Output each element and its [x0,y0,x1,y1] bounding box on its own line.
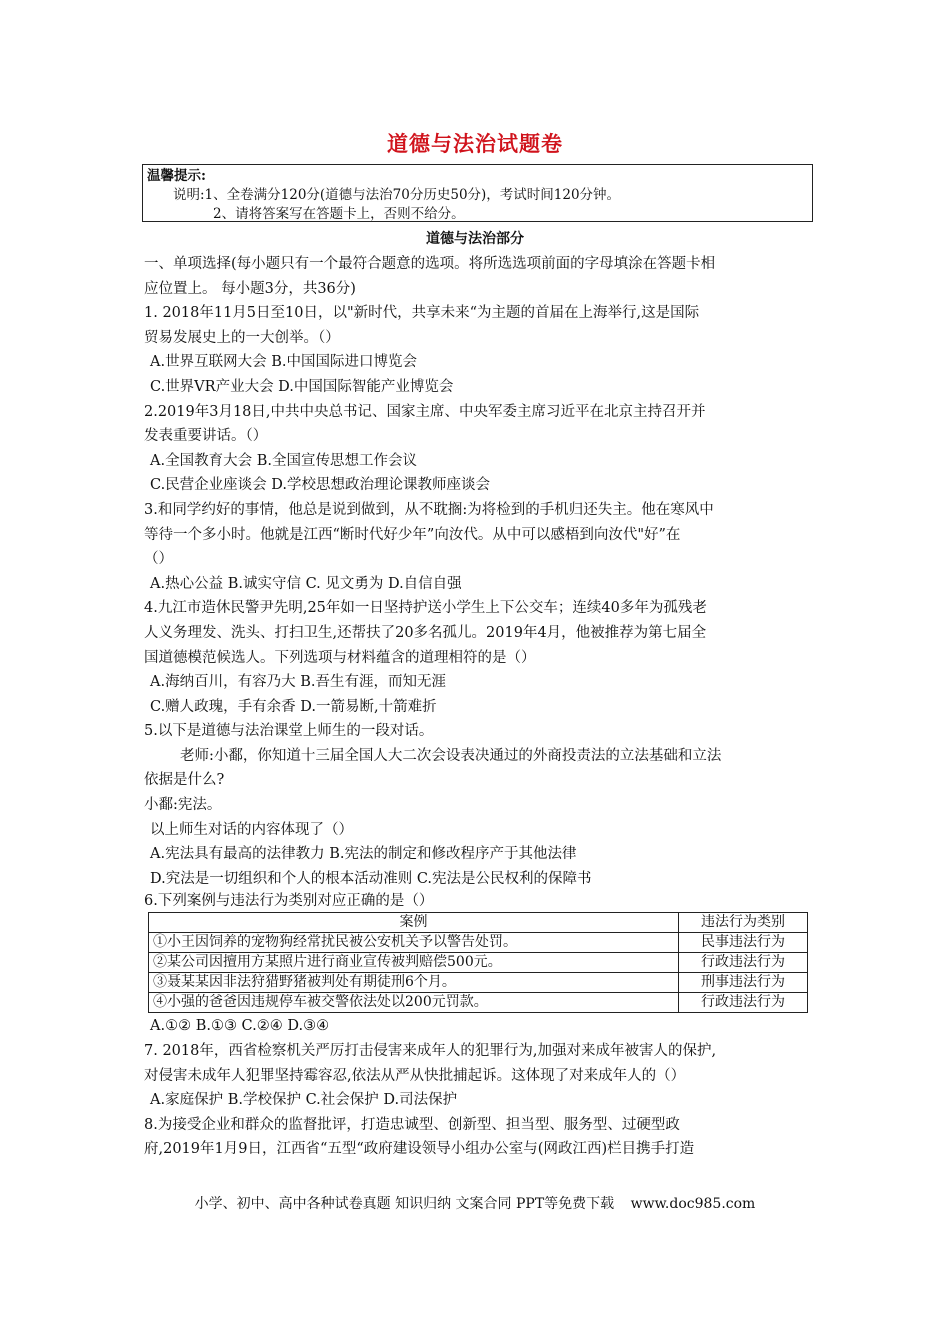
question-5-options: A.宪法具有最高的法律教力 B.宪法的制定和修改程序产于其他法律 [150,846,577,863]
question-1-options: C.世界VR产业大会 D.中国国际智能产业博览会 [150,378,454,395]
table-header: 案例 [149,913,679,933]
table-header: 违法行为类别 [679,913,808,933]
tips-line-2: 2、请将答案写在答题卡上，否则不给分。 [213,206,465,222]
question-body [144,252,814,1162]
table-row [149,993,808,1013]
question-5-stem: 以上师生对话的内容体现了（） [150,821,353,838]
question-7-line: 对侵害未成年人犯罪坚持霉容忍,依法从严从快批捕起诉。这体现了对来成年人的（） [144,1067,686,1084]
question-1-options: A.世界互联网大会 B.中国国际进口博览会 [150,354,417,371]
question-5-options: D.究法是一切组织和个人的根本活动准则 C.宪法是公民权利的保障书 [150,870,592,887]
question-4-line: 人义务理发、洗头、打扫卫生,还帮扶了20多名孤儿。2019年4月，他被推荐为第七届全 [144,624,707,641]
table-cell: ③聂某某因非法狩猎野猪被判处有期徒刑6个月。 [149,973,679,993]
table-header-row [149,913,808,933]
question-4-line: 国道德模范候选人。下列选项与材料蕴含的道理相符的是（） [144,649,536,666]
question-4-line: 4.九江市造休民警尹先明,25年如一日坚持护送小学生上下公交车；连续40多年为孤残老 [144,600,707,617]
question-6-line: 6.下列案例与违法行为类别对应正确的是（） [144,893,434,910]
question-2-options: A.全国教育大会 B.全国宣传思想工作会议 [150,452,417,469]
question-6-options: A.①② B.①③ C.②④ D.③④ [150,1018,330,1035]
table-row [149,933,808,953]
question-8-line: 府,2019年1月9日，江西省“五型“政府建设领导小组办公室与(网政江西)栏目携手打造 [144,1141,695,1158]
question-3-line: 3.和同学约好的事情，他总是说到做到，从不耽搁:为将检到的手机归还失主。他在寒风中 [144,501,714,518]
question-1-line: 贸易发展史上的一大创举。（） [144,329,340,346]
question-5-teacher: 依据是什么? [144,772,225,789]
table-row [149,973,808,993]
question-3-line: 等待一个多小时。他就是江西“断时代好少年”向汝代。从中可以感梧到向汝代"好”在 [144,526,681,543]
case-table [148,912,808,1013]
table-cell: ②某公司因擅用方某照片进行商业宣传被判赔偿500元。 [149,953,679,973]
question-4-options: C.赠人政瑰，手有余香 D.一箭易断,十箭难折 [150,698,437,715]
instructions-line: 应位置上。 每小题3分，共36分) [144,280,356,297]
question-2-line: 2.2019年3月18日,中共中央总书记、国家主席、中央军委主席习近平在北京主持召开并 [144,403,706,420]
tips-line-1: 说明:1、全卷满分120分(道德与法治70分历史50分)，考试时间120分钟。 [173,187,621,203]
table-cell: ①小王因饲养的宠物狗经常扰民被公安机关予以警告处罚。 [149,933,679,953]
footer-link[interactable]: www.doc985.com [630,1196,756,1212]
table-row [149,953,808,973]
question-3-line: （） [144,551,173,568]
question-4-options: A.海纳百川，有容乃大 B.吾生有涯，而知无涯 [150,674,446,691]
question-5-student: 小鄱:宪法。 [144,797,222,814]
table-cell: 刑事违法行为 [679,973,808,993]
table-cell: 行政违法行为 [679,953,808,973]
question-8-line: 8.为接受企业和群众的监督批评，打造忠诚型、创新型、担当型、服务型、过硬型政 [144,1116,680,1133]
page-footer [0,1193,950,1213]
table-cell: ④小强的爸爸因违规停车被交警依法处以200元罚款。 [149,993,679,1013]
tips-box [142,164,813,222]
question-1-line: 1. 2018年11月5日至10日，以"新时代，共享未来“为主题的首届在上海举行,这是国际 [144,305,700,322]
question-5-teacher: 老师:小鄱，你知道十三届全国人大二次会设表决通过的外商投责法的立法基础和立法 [180,747,722,764]
question-2-line: 发表重要讲话。（） [144,428,268,445]
question-2-options: C.民营企业座谈会 D.学校思想政治理论课教师座谈会 [150,477,491,494]
tips-heading: 温馨提示: [147,168,206,184]
question-5-line: 5.以下是道德与法治课堂上师生的一段对话。 [144,723,434,740]
question-7-line: 7. 2018年，西省检察机关严厉打击侵害来成年人的犯罪行为,加强对来成年被害人的保护, [144,1043,717,1060]
page-title: 道德与法治试题卷 [387,131,563,156]
section-title: 道德与法治部分 [426,231,524,247]
footer-text: 小学、初中、高中各种试卷真题 知识归纳 文案合同 PPT等免费下载 [194,1196,615,1212]
table-cell: 行政违法行为 [679,993,808,1013]
instructions-line: 一、单项选择(每小题只有一个最符合题意的选项。将所选选项前面的字母填涂在答题卡相 [144,256,716,272]
question-3-options: A.热心公益 B.诚实守信 C. 见文勇为 D.自信自强 [150,575,462,592]
question-7-options: A.家庭保护 B.学校保护 C.社会保护 D.司法保护 [150,1092,458,1109]
table-cell: 民事违法行为 [679,933,808,953]
